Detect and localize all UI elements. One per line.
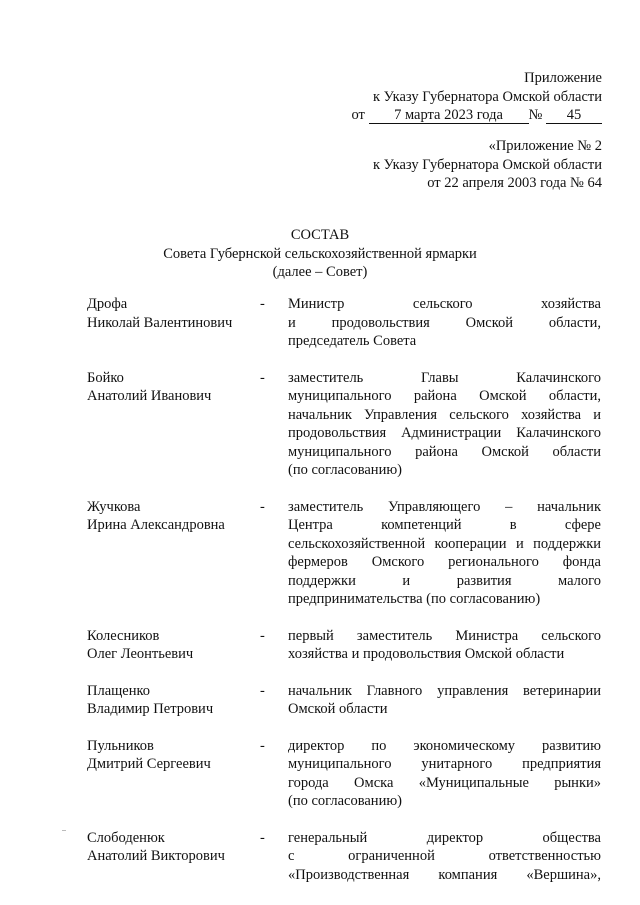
role-line: муниципального района Омской области, bbox=[288, 388, 601, 404]
member-dash: - bbox=[260, 296, 265, 312]
role-line: муниципального унитарного предприятия bbox=[288, 756, 601, 772]
document-title bbox=[0, 226, 640, 282]
member-entry bbox=[87, 737, 601, 811]
member-name bbox=[87, 682, 260, 719]
role-line: председатель Совета bbox=[288, 333, 417, 349]
role-line: с ограниченной ответственностью bbox=[288, 848, 601, 864]
role-line: начальник Главного управления ветеринарии bbox=[288, 682, 601, 699]
member-surname: Бойко bbox=[87, 369, 124, 386]
number-prefix: № bbox=[528, 107, 543, 123]
date-prefix: от bbox=[351, 107, 365, 123]
member-dash: - bbox=[260, 682, 265, 699]
member-dash: - bbox=[260, 498, 265, 515]
previous-decree-date: от 22 апреля 2003 года № 64 bbox=[427, 175, 602, 191]
role-line: «Производственная компания «Вершина», bbox=[288, 866, 601, 883]
role-line: фермеров Омского регионального фонда bbox=[288, 554, 601, 570]
role-line: продовольствия Администрации Калачинского bbox=[288, 425, 601, 441]
previous-appendix-label: «Приложение № 2 bbox=[488, 138, 602, 154]
member-given-name: Николай Валентинович bbox=[87, 314, 233, 331]
role-line: (по согласованию) bbox=[288, 793, 402, 809]
role-line: хозяйства и продовольствия Омской области bbox=[288, 646, 565, 662]
member-dash: - bbox=[260, 737, 265, 754]
member-surname: Жучкова bbox=[87, 498, 141, 515]
member-dash: - bbox=[260, 627, 265, 644]
title-heading: СОСТАВ bbox=[290, 227, 350, 243]
member-name bbox=[87, 829, 260, 866]
appendix-label: Приложение bbox=[524, 70, 602, 86]
member-given-name: Олег Леонтьевич bbox=[87, 646, 194, 662]
role-line: предпринимательства (по согласованию) bbox=[288, 591, 541, 607]
role-line: начальник Управления сельского хозяйства и bbox=[288, 406, 601, 423]
member-role bbox=[288, 627, 601, 664]
member-given-name: Владимир Петрович bbox=[87, 701, 214, 717]
member-name bbox=[87, 498, 260, 535]
member-role bbox=[288, 829, 601, 885]
member-given-name: Анатолий Иванович bbox=[87, 388, 212, 404]
member-surname: Плащенко bbox=[87, 682, 151, 699]
title-line-2: Совета Губернской сельскохозяйственной ярмарки bbox=[163, 245, 477, 262]
council-members-list bbox=[87, 295, 601, 884]
scan-speck bbox=[62, 830, 66, 831]
decree-date: 7 марта 2023 года bbox=[369, 107, 529, 124]
member-surname: Дрофа bbox=[87, 296, 128, 312]
role-line: генеральный директор общества bbox=[288, 829, 601, 846]
member-role bbox=[288, 498, 601, 609]
member-dash: - bbox=[260, 369, 265, 386]
role-line: заместитель Управляющего – начальник bbox=[288, 498, 601, 515]
role-line: первый заместитель Министра сельского bbox=[288, 627, 601, 644]
member-role bbox=[288, 295, 601, 351]
member-surname: Колесников bbox=[87, 627, 160, 644]
role-line: Министр сельского хозяйства bbox=[288, 296, 601, 312]
member-surname: Пульников bbox=[87, 737, 154, 754]
member-name bbox=[87, 369, 260, 406]
role-line: и продовольствия Омской области, bbox=[288, 314, 601, 331]
decree-number: 45 bbox=[546, 107, 602, 124]
role-line: сельскохозяйственной кооперации и поддержки bbox=[288, 535, 601, 552]
member-role bbox=[288, 369, 601, 480]
title-line-3: (далее – Совет) bbox=[272, 264, 368, 280]
member-entry bbox=[87, 829, 601, 885]
member-name bbox=[87, 627, 260, 664]
member-entry bbox=[87, 682, 601, 719]
previous-decree-reference: к Указу Губернатора Омской области bbox=[372, 156, 602, 173]
appendix-header bbox=[352, 69, 603, 125]
member-entry bbox=[87, 295, 601, 351]
role-line: города Омска «Муниципальные рынки» bbox=[288, 774, 601, 791]
role-line: заместитель Главы Калачинского bbox=[288, 369, 601, 386]
member-entry bbox=[87, 498, 601, 609]
member-surname: Слободенюк bbox=[87, 829, 165, 846]
member-given-name: Анатолий Викторович bbox=[87, 848, 225, 864]
member-name bbox=[87, 295, 260, 332]
member-role bbox=[288, 737, 601, 811]
role-line: директор по экономическому развитию bbox=[288, 737, 601, 754]
member-dash: - bbox=[260, 829, 265, 846]
member-role bbox=[288, 682, 601, 719]
role-line: Омской области bbox=[288, 701, 388, 717]
role-line: Центра компетенций в сфере bbox=[288, 517, 601, 533]
role-line: муниципального района Омской области bbox=[288, 443, 601, 460]
role-line: поддержки и развития малого bbox=[288, 572, 601, 589]
previous-appendix-header bbox=[373, 137, 602, 193]
decree-reference: к Указу Губернатора Омской области bbox=[372, 88, 602, 105]
member-entry bbox=[87, 627, 601, 664]
decree-date-line bbox=[352, 106, 603, 125]
member-given-name: Ирина Александровна bbox=[87, 517, 225, 533]
member-entry bbox=[87, 369, 601, 480]
member-name bbox=[87, 737, 260, 774]
role-line: (по согласованию) bbox=[288, 462, 402, 478]
member-given-name: Дмитрий Сергеевич bbox=[87, 756, 211, 772]
